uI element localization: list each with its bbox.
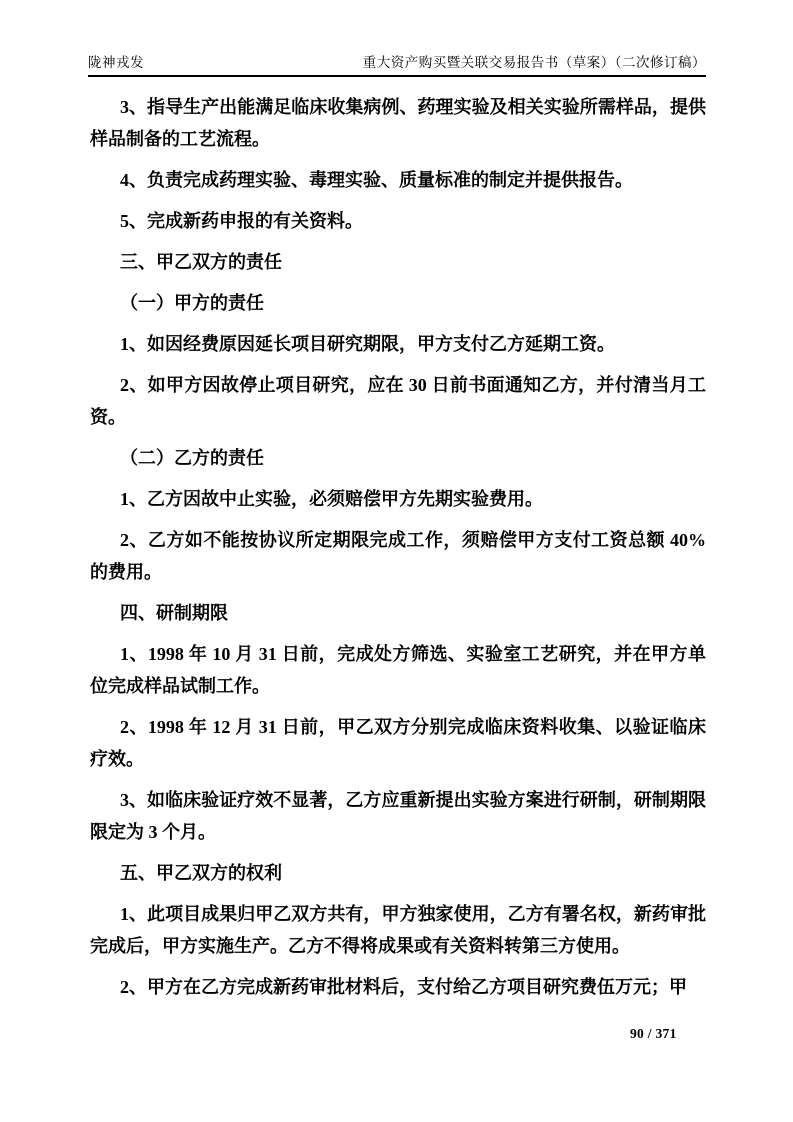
paragraph: 3、指导生产出能满足临床收集病例、药理实验及相关实验所需样品，提供样品制备的工艺流程。 <box>90 97 706 149</box>
paragraph: 4、负责完成药理实验、毒理实验、质量标准的制定并提供报告。 <box>120 170 633 190</box>
paragraph: 1、1998 年 10 月 31 日前，完成处方筛选、实验室工艺研究，并在甲方单位完成样品试制工作。 <box>90 644 706 696</box>
page-header <box>88 54 706 72</box>
paragraph: 2、乙方如不能按协议所定期限完成工作，须赔偿甲方支付工资总额 40%的费用。 <box>90 530 706 582</box>
page-number: 90 / 371 <box>630 1026 677 1041</box>
paragraph: 3、如临床验证疗效不显著，乙方应重新提出实验方案进行研制，研制期限限定为 3 个月。 <box>90 790 706 842</box>
section-heading: 四、研制期限 <box>120 603 228 623</box>
paragraph: 2、甲方在乙方完成新药审批材料后，支付给乙方项目研究费伍万元；甲 <box>120 977 687 997</box>
header-rule <box>88 75 706 77</box>
page-footer <box>630 1026 677 1042</box>
section-heading: 五、甲乙双方的权利 <box>120 863 282 883</box>
section-heading: （二）乙方的责任 <box>120 448 264 468</box>
header-document-title: 重大资产购买暨关联交易报告书（草案）（二次修订稿） <box>362 55 706 70</box>
section-heading: （一）甲方的责任 <box>120 293 264 313</box>
paragraph: 2、如甲方因故停止项目研究，应在 30 日前书面通知乙方，并付清当月工资。 <box>90 375 706 427</box>
paragraph: 5、完成新药申报的有关资料。 <box>120 211 363 231</box>
paragraph: 1、此项目成果归甲乙双方共有，甲方独家使用，乙方有署名权，新药审批完成后，甲方实施生产。乙方不得将成果或有关资料转第三方使用。 <box>90 904 706 956</box>
paragraph: 1、乙方因故中止实验，必须赔偿甲方先期实验费用。 <box>120 489 543 509</box>
document-content <box>90 91 706 1012</box>
section-heading: 三、甲乙双方的责任 <box>120 252 282 272</box>
header-company-name: 陇神戎发 <box>88 55 144 70</box>
paragraph: 1、如因经费原因延长项目研究期限，甲方支付乙方延期工资。 <box>120 334 615 354</box>
paragraph: 2、1998 年 12 月 31 日前，甲乙双方分别完成临床资料收集、以验证临床疗效。 <box>90 717 706 769</box>
